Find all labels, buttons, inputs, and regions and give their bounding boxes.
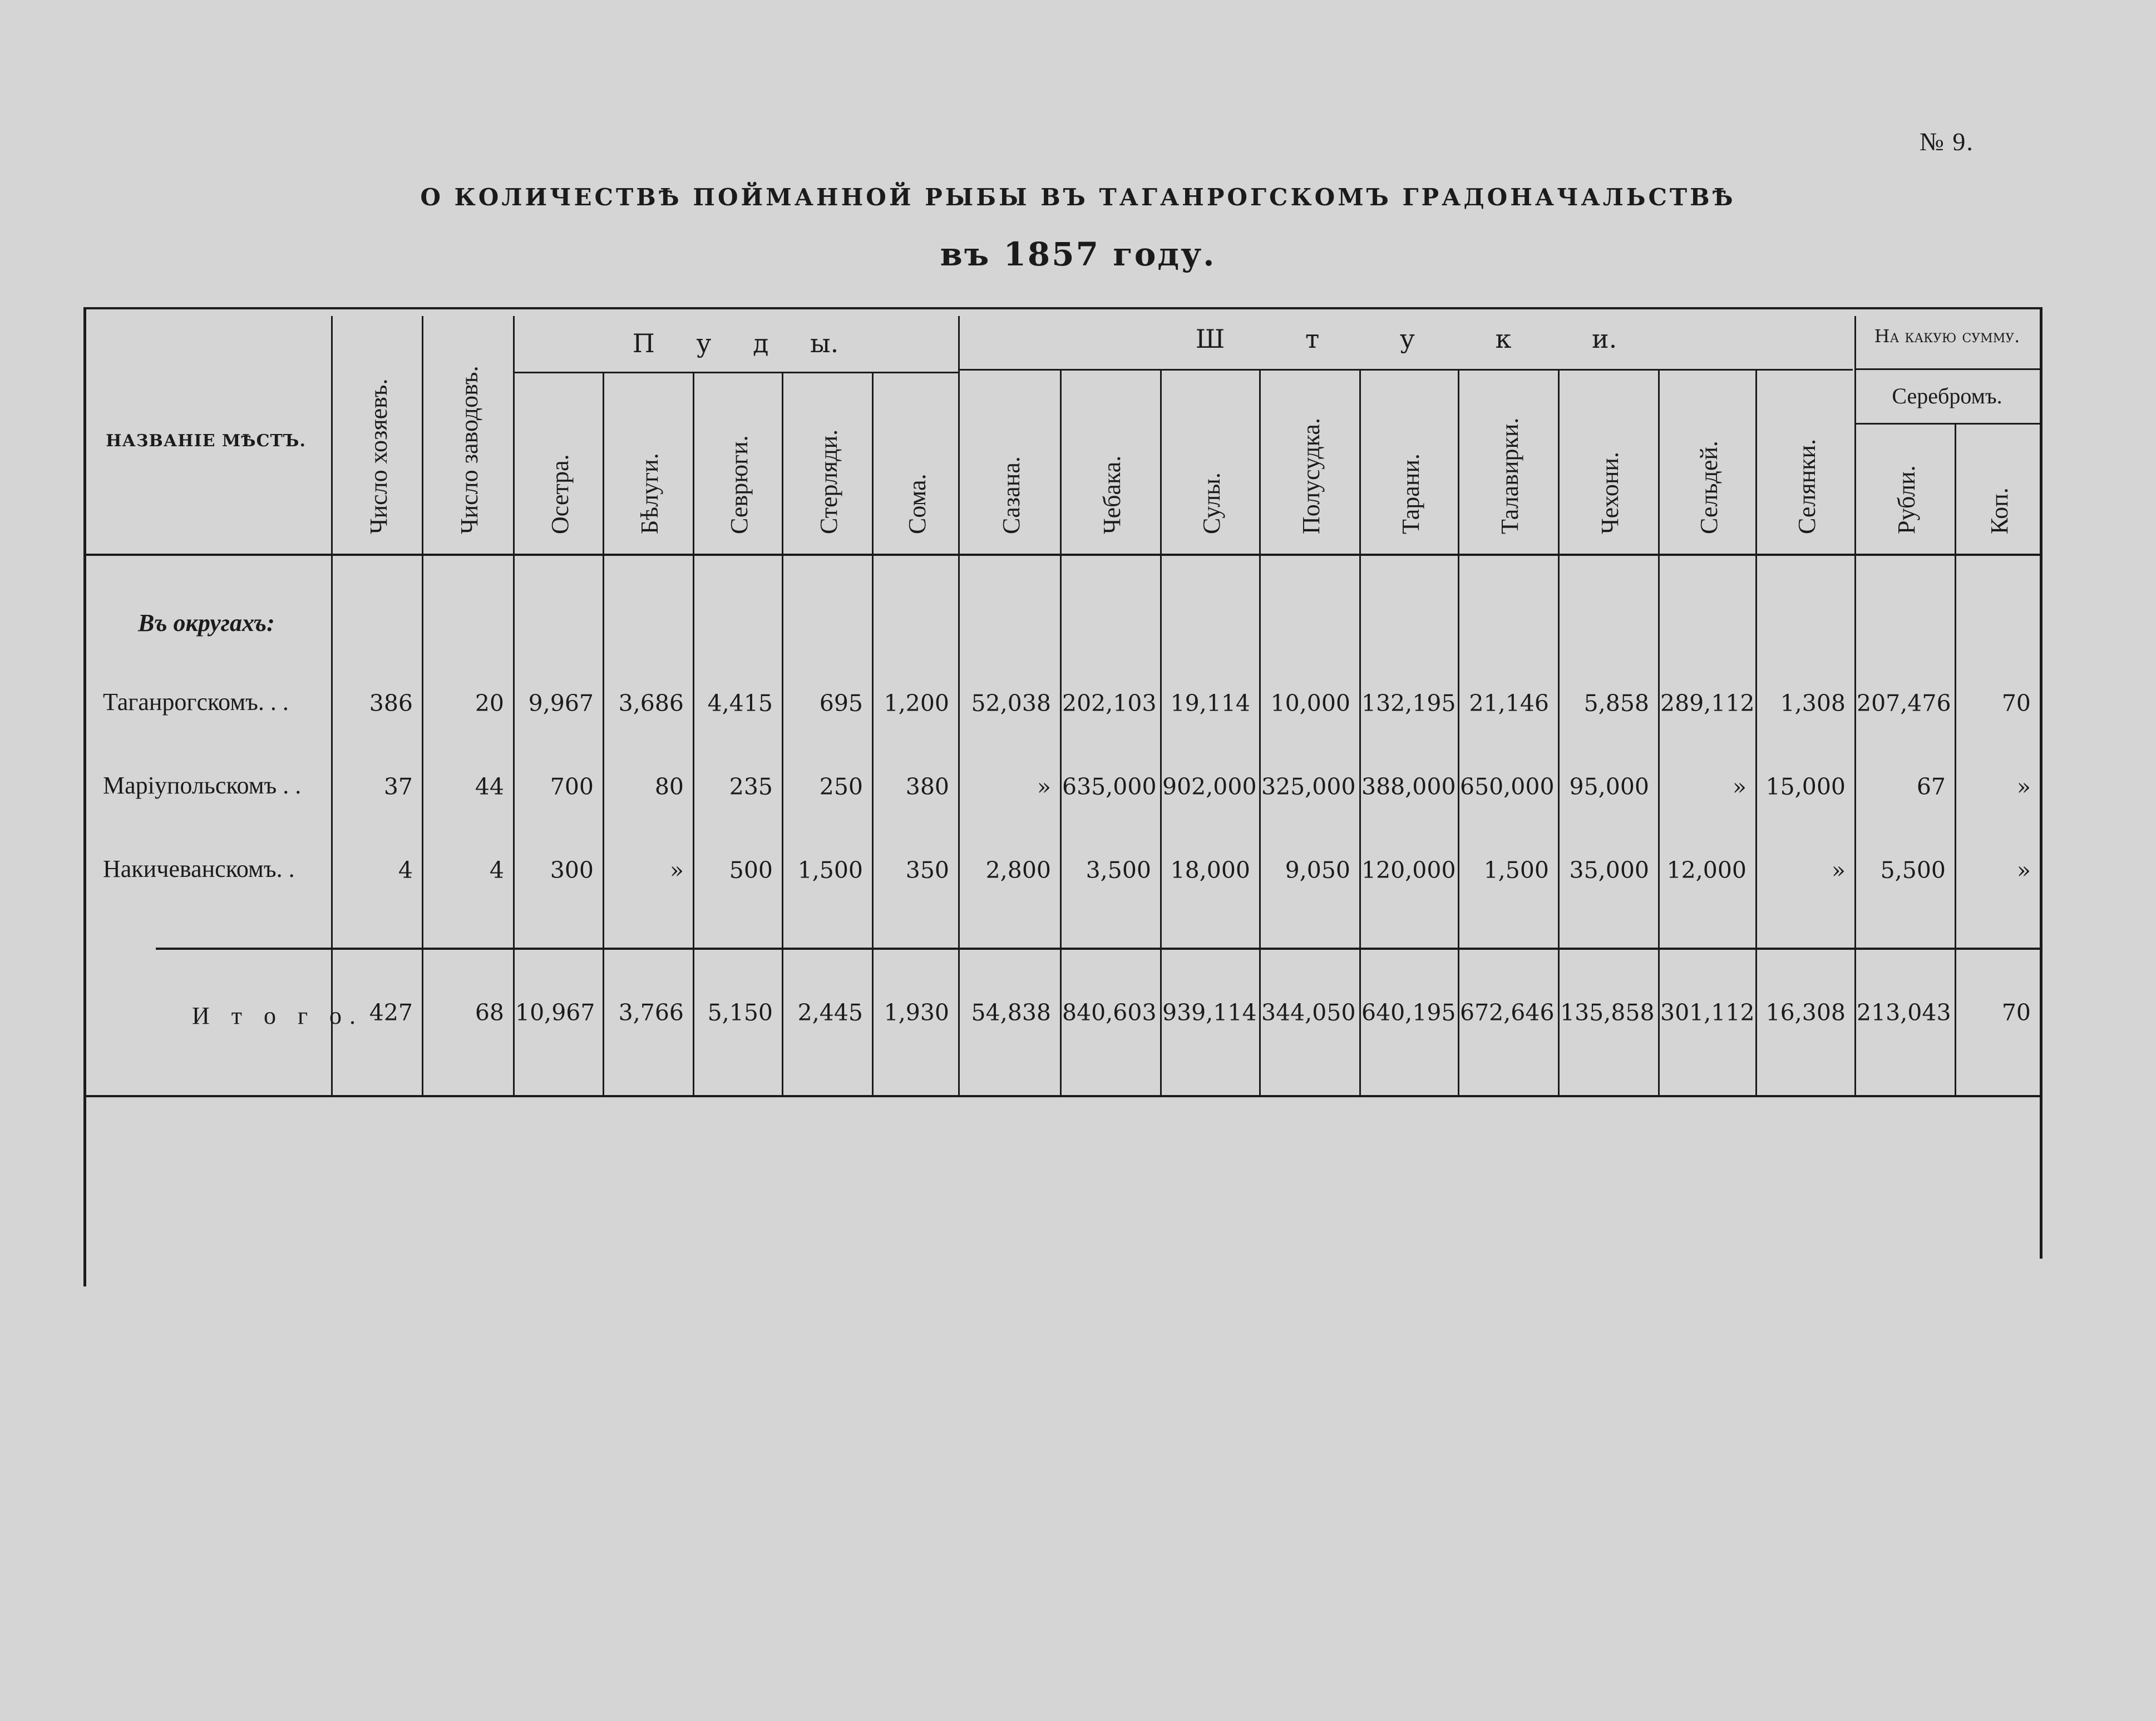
table-cell: »: [669, 857, 684, 884]
table-cell: 902,000: [1162, 773, 1257, 800]
totals-top-rule: [156, 948, 2042, 950]
table-cell: 235: [729, 773, 773, 800]
table-cell: 70: [2001, 690, 2031, 717]
table-cell: 650,000: [1460, 773, 1555, 800]
total-cell: 427: [369, 999, 413, 1026]
total-cell: 344,050: [1261, 999, 1356, 1026]
row-place-label: Накичеванскомъ. .: [103, 855, 295, 882]
column-separator: [872, 373, 874, 1095]
table-cell: 500: [729, 857, 773, 884]
puds-header: Бѣлуги.: [636, 453, 663, 534]
total-cell: 939,114: [1162, 999, 1257, 1026]
total-cell: 672,646: [1460, 999, 1555, 1026]
pieces-header: Сулы.: [1198, 472, 1225, 534]
table-cell: 4,415: [707, 690, 773, 717]
table-cell: 5,500: [1880, 857, 1946, 884]
kopecks-header: Коп.: [1985, 487, 2013, 534]
owners-header: Число хозяевъ.: [364, 378, 392, 534]
table-cell: 207,476: [1857, 690, 1951, 717]
table-cell: 67: [1916, 773, 1946, 800]
table-cell: 20: [475, 690, 504, 717]
table-left-border: [83, 307, 86, 1286]
table-cell: 1,200: [884, 690, 949, 717]
column-separator: [1060, 370, 1062, 1095]
column-separator: [1359, 370, 1361, 1095]
table-cell: 350: [905, 857, 949, 884]
table-cell: 9,050: [1285, 857, 1350, 884]
total-cell: 16,308: [1765, 999, 1846, 1026]
column-separator: [958, 316, 960, 1095]
page-number: № 9.: [1920, 127, 1974, 156]
table-right-border: [2040, 307, 2042, 1259]
pieces-header: Сазана.: [997, 456, 1025, 534]
table-cell: 18,000: [1170, 857, 1250, 884]
factories-header: Число заводовъ.: [456, 366, 483, 534]
table-cell: 325,000: [1261, 773, 1356, 800]
sum-group-rule: [1854, 368, 2040, 370]
total-cell: 2,445: [797, 999, 863, 1026]
total-cell: 1,930: [884, 999, 949, 1026]
column-separator: [603, 373, 604, 1095]
column-separator: [1658, 370, 1660, 1095]
row-place-label: Таганрогскомъ. . .: [103, 688, 289, 716]
pieces-header: Сельдей.: [1695, 441, 1723, 534]
puds-group-rule: [513, 372, 958, 373]
table-cell: 52,038: [971, 690, 1051, 717]
row-place-label: Маріупольскомъ . .: [103, 772, 302, 799]
table-cell: 202,103: [1062, 690, 1157, 717]
total-cell: 301,112: [1660, 999, 1755, 1026]
table-cell: 4: [398, 857, 413, 884]
table-cell: 37: [383, 773, 413, 800]
table-cell: 12,000: [1666, 857, 1746, 884]
column-separator: [1160, 370, 1162, 1095]
table-cell: 5,858: [1583, 690, 1649, 717]
table-cell: 386: [369, 690, 413, 717]
table-cell: »: [1831, 857, 1846, 884]
pieces-header: Чехони.: [1596, 452, 1624, 534]
pieces-header: Селянки.: [1793, 438, 1820, 534]
totals-bottom-rule: [83, 1095, 2042, 1097]
total-cell: 840,603: [1062, 999, 1157, 1026]
place-column-header: НАЗВАНІЕ МѢСТЪ.: [106, 431, 306, 451]
column-separator: [693, 373, 694, 1095]
total-cell: 70: [2001, 999, 2031, 1026]
table-cell: »: [1732, 773, 1746, 800]
puds-header: Сома.: [903, 474, 931, 534]
table-cell: 4: [489, 857, 504, 884]
section-label-districts: Въ округахъ:: [138, 609, 275, 637]
table-subtitle: въ 1857 году.: [940, 235, 1216, 273]
column-separator: [513, 316, 515, 1095]
pieces-header: Полусудка.: [1297, 418, 1325, 534]
table-cell: 695: [819, 690, 863, 717]
table-cell: 35,000: [1569, 857, 1649, 884]
table-title: О КОЛИЧЕСТВѢ ПОЙМАННОЙ РЫБЫ ВЪ ТАГАНРОГСКОМЪ ГРАДОНАЧАЛЬСТВѢ: [420, 184, 1736, 211]
total-cell: 640,195: [1361, 999, 1456, 1026]
column-separator: [1854, 316, 1856, 1095]
column-separator: [782, 373, 783, 1095]
rubles-header: Рубли.: [1893, 465, 1920, 534]
table-cell: 132,195: [1361, 690, 1456, 717]
table-cell: 289,112: [1660, 690, 1755, 717]
column-separator: [1558, 370, 1560, 1095]
total-cell: 135,858: [1560, 999, 1655, 1026]
table-cell: 80: [654, 773, 684, 800]
header-bottom-rule: [83, 554, 2042, 556]
table-cell: 2,800: [985, 857, 1051, 884]
total-cell: 10,967: [515, 999, 595, 1026]
table-cell: 1,500: [797, 857, 863, 884]
table-cell: 700: [550, 773, 594, 800]
table-cell: 388,000: [1361, 773, 1456, 800]
table-cell: 250: [819, 773, 863, 800]
column-separator: [1955, 424, 1956, 1095]
column-separator: [1259, 370, 1261, 1095]
total-cell: 3,766: [618, 999, 684, 1026]
table-cell: 120,000: [1361, 857, 1456, 884]
table-cell: 1,500: [1483, 857, 1549, 884]
puds-header: Осетра.: [546, 454, 574, 534]
table-top-rule: [83, 307, 2042, 309]
table-cell: 44: [475, 773, 504, 800]
pieces-header: Тарани.: [1397, 453, 1424, 534]
table-cell: 3,686: [618, 690, 684, 717]
column-separator: [1458, 370, 1459, 1095]
table-cell: 9,967: [528, 690, 594, 717]
table-cell: 10,000: [1270, 690, 1350, 717]
table-cell: 635,000: [1062, 773, 1157, 800]
column-separator: [1755, 370, 1757, 1095]
pieces-group-label: Ш т у к и.: [1195, 324, 1617, 354]
total-cell: 68: [475, 999, 504, 1026]
table-cell: 3,500: [1086, 857, 1151, 884]
pieces-group-rule: [960, 369, 1853, 371]
puds-header: Стерляди.: [815, 429, 842, 534]
table-cell: »: [2016, 773, 2031, 800]
silver-rule: [1854, 423, 2040, 425]
total-label: И т о г о.: [192, 1002, 364, 1029]
table-cell: 1,308: [1780, 690, 1846, 717]
table-cell: 15,000: [1765, 773, 1846, 800]
silver-label: Серебромъ.: [1892, 383, 2002, 408]
pieces-header: Чебака.: [1098, 455, 1126, 534]
table-cell: 21,146: [1469, 690, 1549, 717]
table-cell: »: [1037, 773, 1051, 800]
table-cell: »: [2016, 857, 2031, 884]
total-cell: 54,838: [971, 999, 1051, 1026]
table-cell: 380: [905, 773, 949, 800]
total-cell: 213,043: [1857, 999, 1951, 1026]
sum-group-label: На какую сумму.: [1874, 326, 2020, 347]
total-cell: 5,150: [707, 999, 773, 1026]
table-cell: 300: [550, 857, 594, 884]
puds-group-label: П у д ы.: [632, 328, 839, 358]
puds-header: Севрюги.: [726, 435, 753, 534]
pieces-header: Талавирки.: [1496, 417, 1523, 534]
column-separator: [422, 316, 423, 1095]
column-separator: [331, 316, 333, 1095]
table-cell: 19,114: [1170, 690, 1250, 717]
table-cell: 95,000: [1569, 773, 1649, 800]
